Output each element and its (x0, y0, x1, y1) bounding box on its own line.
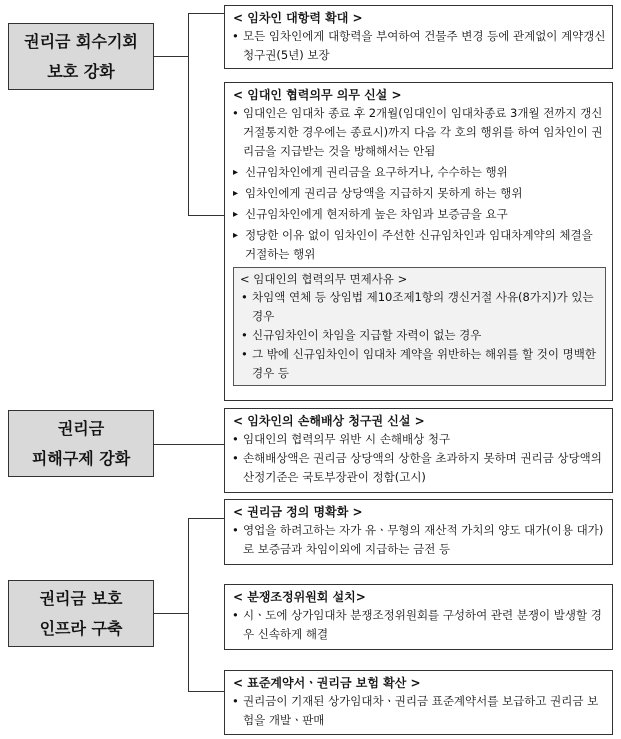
section-title: < 권리금 정의 명확화 > (233, 505, 363, 519)
section-landlord-cooperation (224, 82, 613, 401)
category-label: 보호 강화 (47, 61, 115, 81)
connector-line (188, 13, 224, 14)
bullet-item: • 임대인의 협력의무 위반 시 손해배상 청구 (231, 430, 606, 449)
connector-line (154, 56, 188, 57)
bullet-item: • 모든 임차인에게 대항력을 부여하여 건물주 변경 등에 관계없이 계약갱신 청구권(5년) 보장 (231, 27, 606, 65)
arrow-item: ▸ 정당한 이유 없이 임차인이 주선한 신규임차인과 임대차계약의 체결을 거절하는 행위 (231, 226, 606, 264)
category-label: 인프라 구축 (39, 618, 123, 638)
section-dispute-committee (224, 584, 613, 650)
arrow-item: ▸ 신규임차인에게 현저하게 높은 차임과 보증금을 요구 (231, 205, 606, 224)
connector-line (188, 13, 189, 216)
connector-line (188, 518, 224, 519)
connector-line (188, 691, 224, 692)
category-label: 피해구제 강화 (31, 448, 131, 468)
connector-line (154, 444, 224, 445)
bullet-item: • 신규임차인이 차임을 지급할 자력이 없는 경우 (240, 326, 599, 345)
section-damage-claim (224, 408, 613, 493)
category-box-remedy (8, 410, 154, 477)
category-label: 권리금 보호 (39, 588, 123, 608)
bullet-item: • 임대인은 임대차 종료 후 2개월(임대인이 임대차종료 3개월 전까지 갱신거절통지한 경우에는 종료시)까지 다음 각 호의 행위를 하여 임차인이 권리금을 지급받는 것을 방해해서는 안됨 (231, 104, 606, 161)
category-label: 권리금 회수기회 (24, 31, 138, 51)
bullet-item: • 그 밖에 신규임차인이 임대차 계약을 위반하는 해위를 할 것이 명백한 경우 등 (240, 345, 599, 383)
section-title: < 임대인 협력의무 의무 신설 > (233, 88, 402, 102)
connector-line (188, 215, 224, 216)
arrow-item: ▸ 신규임차인에게 권리금을 요구하거나, 수수하는 행위 (231, 163, 606, 182)
section-title: < 임차인 대항력 확대 > (233, 11, 363, 25)
connector-line (154, 613, 188, 614)
section-title: < 임차인의 손해배상 청구권 신설 > (233, 414, 425, 428)
category-box-infra (8, 580, 154, 647)
exemption-box (233, 267, 606, 386)
bullet-item: • 차임액 연체 등 상임법 제10조제1항의 갱신거절 사유(8가지)가 있는 경우 (240, 288, 599, 326)
section-title: < 표준계약서ㆍ권리금 보험 확산 > (233, 676, 421, 690)
arrow-item: ▸ 임차인에게 권리금 상당액을 지급하지 못하게 하는 행위 (231, 184, 606, 203)
bullet-item: • 시ㆍ도에 상가임대차 분쟁조정위원회를 구성하여 관련 분쟁이 발생할 경우 신속하게 해결 (231, 606, 606, 644)
bullet-item: • 영업을 하려고하는 자가 유ㆍ무형의 재산적 가치의 양도 대가(이용 대가)로 보증금과 차임이외에 지급하는 금전 등 (231, 521, 606, 559)
section-tenant-opposing-power (224, 5, 613, 69)
section-premium-definition (224, 499, 613, 565)
category-label: 권리금 (57, 418, 105, 438)
bullet-item: • 권리금이 기재된 상가임대차ㆍ권리금 표준계약서를 보급하고 권리금 보험을 개발ㆍ판매 (231, 692, 606, 730)
exemption-title: < 임대인의 협력의무 면제사유 > (240, 272, 408, 286)
category-box-recovery (8, 23, 154, 90)
section-standard-contract (224, 670, 613, 735)
section-title: < 분쟁조정위원회 설치> (233, 590, 366, 604)
connector-line (188, 518, 189, 692)
bullet-item: • 손해배상액은 권리금 상당액의 상한을 초과하지 못하며 권리금 상당액의 산정기준은 국토부장관이 정함(고시) (231, 449, 606, 487)
